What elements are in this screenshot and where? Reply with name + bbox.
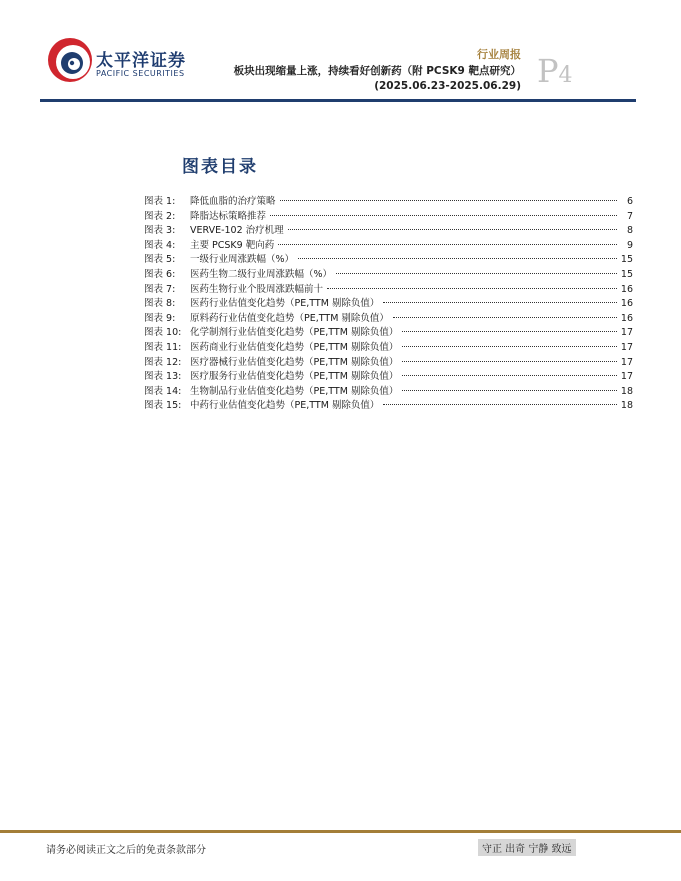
toc-item-leader (402, 361, 616, 362)
toc-item-page: 15 (620, 254, 633, 266)
toc-item[interactable] (144, 354, 633, 369)
toc-item-text: 主要 PCSK9 靶向药 (190, 239, 275, 251)
toc-item[interactable] (144, 295, 633, 310)
toc-item[interactable] (144, 208, 633, 223)
toc-item[interactable] (144, 339, 633, 354)
toc-item-label: 图表 6: (144, 268, 176, 280)
report-date-range: (2025.06.23-2025.06.29) (374, 80, 521, 92)
toc-item-page: 17 (620, 356, 633, 368)
toc-item-label: 图表 8: (144, 298, 176, 310)
toc-item-page: 8 (626, 225, 633, 237)
toc-item-text: 医药生物行业个股周涨跌幅前十 (190, 283, 324, 295)
toc-item-page: 17 (620, 327, 633, 339)
toc-item-text: 医疗器械行业估值变化趋势（PE,TTM 剔除负值） (190, 356, 399, 368)
toc-item-page: 6 (626, 196, 633, 207)
toc-item-leader (402, 375, 616, 376)
toc-item-label: 图表 4: (144, 239, 176, 251)
toc-item-label: 图表 5: (144, 254, 176, 266)
toc-item-leader (383, 404, 616, 405)
toc-item-text: 医药行业估值变化趋势（PE,TTM 剔除负值） (190, 298, 380, 310)
toc-item-label: 图表 13: (144, 371, 182, 383)
footer-disclaimer: 请务必阅读正文之后的免责条款部分 (46, 845, 206, 856)
toc-item-leader (288, 229, 617, 230)
toc-item-label: 图表 7: (144, 283, 176, 295)
toc-item-label: 图表 2: (144, 210, 176, 222)
toc-item-page: 9 (626, 239, 633, 251)
toc-item-leader (336, 273, 617, 274)
toc-item[interactable] (144, 310, 633, 325)
brand-name-cn: 太平洋证券 (96, 51, 186, 71)
toc-item-leader (393, 317, 617, 318)
toc-item-text: 原料药行业估值变化趋势（PE,TTM 剔除负值） (190, 312, 389, 324)
toc-item[interactable] (144, 368, 633, 383)
toc-item-leader (270, 215, 617, 216)
toc-list (144, 193, 633, 412)
toc-heading: 图表目录 (182, 157, 258, 177)
toc-item-page: 18 (620, 400, 633, 412)
toc-item-text: 降脂达标策略推荐 (190, 210, 267, 222)
brand-name-en: PACIFIC SECURITIES (96, 69, 185, 78)
toc-item-text: 医疗服务行业估值变化趋势（PE,TTM 剔除负值） (190, 371, 399, 383)
footer-divider (0, 830, 681, 833)
toc-item-text: 降低血脂的治疗策略 (190, 196, 276, 207)
toc-item-label: 图表 12: (144, 356, 182, 368)
toc-item-page: 16 (620, 312, 633, 324)
toc-item-text: 一级行业周涨跌幅（%） (190, 254, 295, 266)
report-type: 行业周报 (477, 48, 521, 61)
toc-item[interactable] (144, 383, 633, 398)
toc-item[interactable] (144, 237, 633, 252)
toc-item-label: 图表 15: (144, 400, 182, 412)
toc-item-label: 图表 9: (144, 312, 176, 324)
toc-item-label: 图表 10: (144, 327, 182, 339)
toc-item-page: 17 (620, 371, 633, 383)
toc-item-page: 15 (620, 268, 633, 280)
pacific-securities-logo-icon (46, 36, 94, 84)
toc-item-page: 16 (620, 298, 633, 310)
page-number (537, 52, 573, 90)
toc-item-leader (402, 390, 616, 391)
toc-item-text: 中药行业估值变化趋势（PE,TTM 剔除负值） (190, 400, 380, 412)
toc-item-leader (327, 288, 617, 289)
footer-motto: 守正 出奇 宁静 致远 (478, 839, 576, 856)
toc-item-leader (402, 331, 616, 332)
toc-item-label: 图表 3: (144, 225, 176, 237)
toc-item-leader (402, 346, 616, 347)
header-divider (40, 99, 636, 102)
toc-item-label: 图表 14: (144, 385, 182, 397)
toc-item-leader (278, 244, 617, 245)
toc-item[interactable] (144, 222, 633, 237)
toc-item[interactable] (144, 281, 633, 296)
toc-item-text: 医药生物二级行业周涨跌幅（%） (190, 268, 333, 280)
toc-item[interactable] (144, 324, 633, 339)
toc-item[interactable] (144, 251, 633, 266)
toc-item-leader (280, 200, 617, 201)
toc-item[interactable] (144, 193, 633, 208)
toc-item[interactable] (144, 266, 633, 281)
toc-item-text: 化学制剂行业估值变化趋势（PE,TTM 剔除负值） (190, 327, 399, 339)
toc-item-page: 17 (620, 341, 633, 353)
report-title: 板块出现缩量上涨，持续看好创新药（附 PCSK9 靶点研究） (233, 65, 521, 77)
toc-item-text: 生物制品行业估值变化趋势（PE,TTM 剔除负值） (190, 385, 399, 397)
toc-item-page: 18 (620, 385, 633, 397)
toc-item-text: VERVE-102 治疗机理 (190, 225, 284, 237)
toc-item-label: 图表 1: (144, 196, 176, 207)
toc-item-page: 16 (620, 283, 633, 295)
toc-item[interactable] (144, 397, 633, 412)
toc-item-leader (298, 258, 617, 259)
company-logo (46, 36, 186, 90)
toc-item-label: 图表 11: (144, 341, 182, 353)
page-digit: 4 (558, 63, 573, 88)
toc-item-leader (383, 302, 616, 303)
toc-item-text: 医药商业行业估值变化趋势（PE,TTM 剔除负值） (190, 341, 399, 353)
page-letter: P (537, 52, 559, 90)
toc-item-page: 7 (626, 210, 633, 222)
